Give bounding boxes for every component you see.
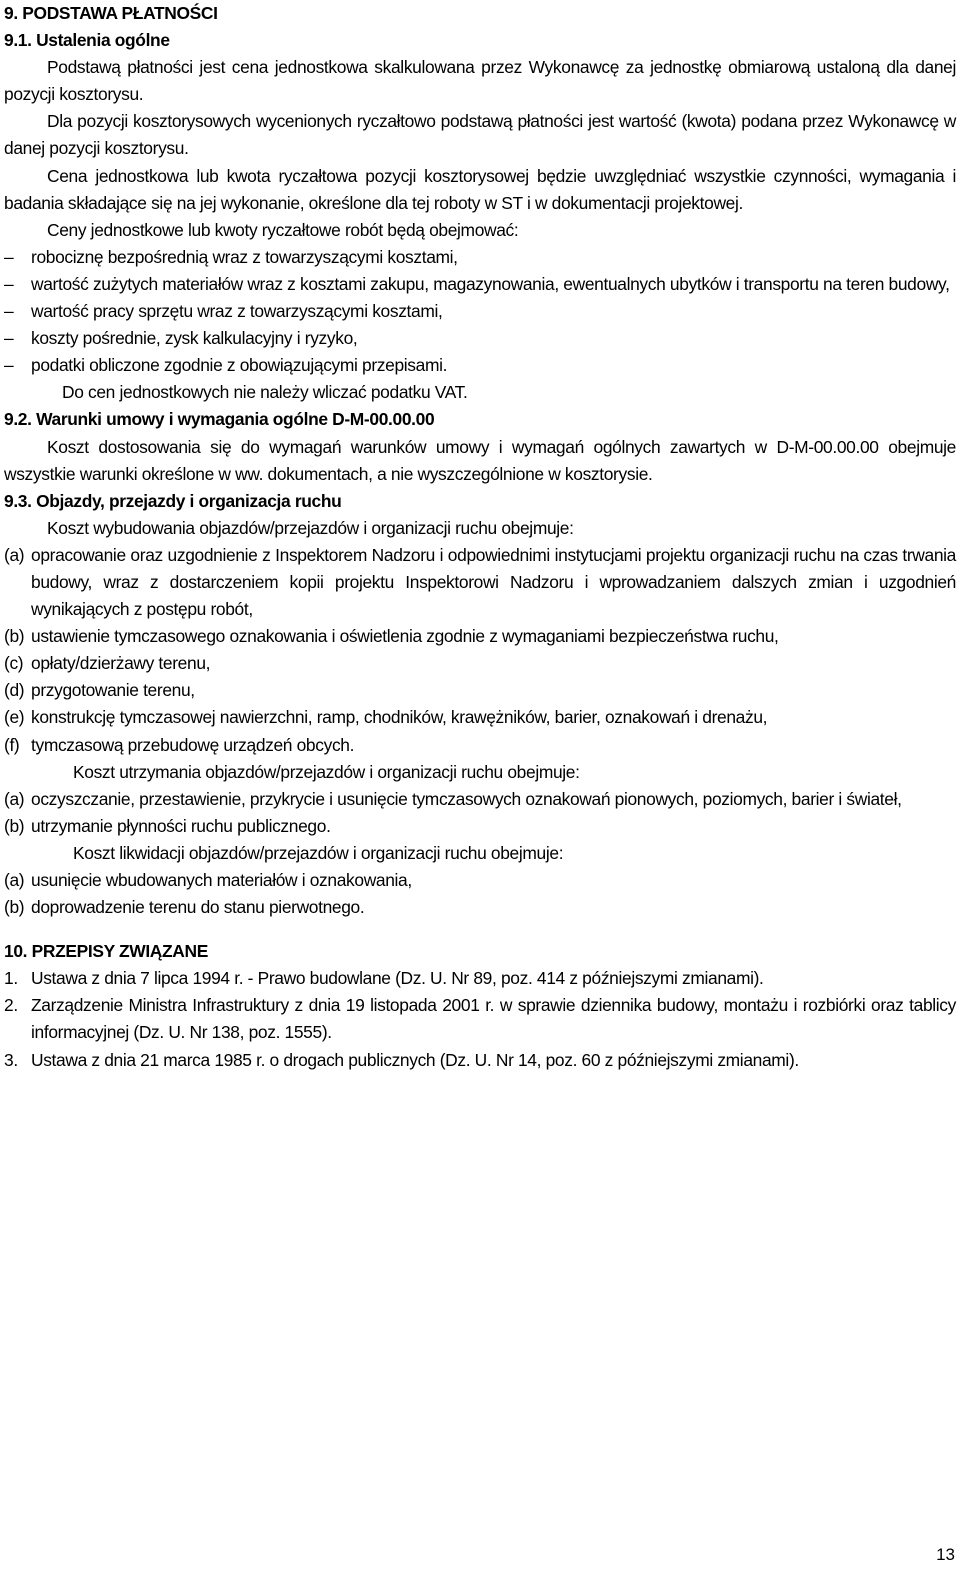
maintenance-list (4, 786, 956, 840)
document-page (4, 0, 956, 1074)
paragraph-maintenance-intro: Koszt utrzymania objazdów/przejazdów i organizacji ruchu obejmuje: (73, 761, 580, 782)
section-10-heading: 10. PRZEPISY ZWIĄZANE (4, 941, 208, 962)
page-number: 13 (936, 1545, 955, 1564)
paragraph-lump-sum: Dla pozycji kosztorysowych wycenionych ryczałtowo podstawą płatności jest wartość (kwota) podana przez Wykonawcę w danej pozycji kosztorysu. (4, 111, 956, 159)
list-item: (a) opracowanie oraz uzgodnienie z Inspektorem Nadzoru i odpowiednimi instytucjami projektu organizacji ruchu na czas trwania budowy, wraz z dostarczeniem kopii projektu Inspektorowi Nadzoru i wprowadzaniem dalszych zmian i uzgodnień wynikających z postępu robót, (4, 544, 956, 620)
list-item: 1. Ustawa z dnia 7 lipca 1994 r. - Prawo budowlane (Dz. U. Nr 89, poz. 414 z późniejszymi zmianami). (4, 968, 764, 989)
paragraph-contract-cost: Koszt dostosowania się do wymagań warunków umowy i wymagań ogólnych zawartych w D-M-00.00.00 obejmuje wszystkie warunki określone w ww. dokumentach, a nie wyszczególnione w kosztorysie. (4, 436, 956, 484)
dash-marker: – (4, 246, 14, 267)
paragraph-build-intro: Koszt wybudowania objazdów/przejazdów i organizacji ruchu obejmuje: (47, 517, 574, 538)
section-9-2-heading: 9.2. Warunki umowy i wymagania ogólne D-M-00.00.00 (4, 409, 435, 430)
list-item: – podatki obliczone zgodnie z obowiązującymi przepisami. (4, 352, 956, 379)
list-item: – koszty pośrednie, zysk kalkulacyjny i ryzyko, (4, 325, 956, 352)
section-9-1-heading: 9.1. Ustalenia ogólne (4, 30, 170, 51)
list-item: – wartość pracy sprzętu wraz z towarzyszącymi kosztami, (4, 298, 956, 325)
section-spacer (4, 921, 956, 938)
regulations-list (4, 965, 956, 1073)
liquidation-list (4, 867, 956, 921)
build-list (4, 542, 956, 759)
paragraph-basis: Podstawą płatności jest cena jednostkowa skalkulowana przez Wykonawcę za jednostkę obmiarową ustaloną dla danej pozycji kosztorysu. (4, 57, 956, 105)
dash-marker: – (4, 301, 14, 322)
list-item: (a) usunięcie wbudowanych materiałów i oznakowania, (4, 870, 412, 890)
list-item: – wartość zużytych materiałów wraz z kosztami zakupu, magazynowania, ewentualnych ubytków i transportu na teren budowy, (4, 271, 956, 298)
dash-marker: – (4, 328, 14, 349)
list-item: (b) utrzymanie płynności ruchu publicznego. (4, 815, 331, 836)
list-item: (b) ustawienie tymczasowego oznakowania i oświetlenia zgodnie z wymaganiami bezpieczeństwa ruchu, (4, 626, 779, 647)
list-item: 3. Ustawa z dnia 21 marca 1985 r. o drogach publicznych (Dz. U. Nr 14, poz. 60 z późniejszymi zmianami). (4, 1049, 799, 1070)
dash-marker: – (4, 355, 14, 376)
list-item: (b) doprowadzenie terenu do stanu pierwotnego. (4, 897, 365, 918)
list-item: (a) oczyszczanie, przestawienie, przykrycie i usunięcie tymczasowych oznakowań pionowych, poziomych, barier i świateł, (4, 788, 902, 809)
list-item: 2. Zarządzenie Ministra Infrastruktury z dnia 19 listopada 2001 r. w sprawie dziennika budowy, montażu i rozbiórki oraz tablicy informacyjnej (Dz. U. Nr 138, poz. 1555). (4, 995, 956, 1043)
list-item: (e) konstrukcję tymczasowej nawierzchni, ramp, chodników, krawężników, barier, oznakowań i drenażu, (4, 707, 768, 728)
paragraph-vat: Do cen jednostkowych nie należy wliczać podatku VAT. (62, 382, 468, 403)
list-item: (d) przygotowanie terenu, (4, 680, 195, 701)
paragraph-unit-price: Cena jednostkowa lub kwota ryczałtowa pozycji kosztorysowej będzie uwzględniać wszystkie czynności, wymagania i badania składające się na jej wykonanie, określone dla tej roboty w ST i w dokumentacji projektowej. (4, 165, 956, 213)
list-item: (c) opłaty/dzierżawy terenu, (4, 653, 211, 674)
dash-marker: – (4, 273, 14, 294)
dash-list (4, 244, 956, 379)
paragraph-liquidation-intro: Koszt likwidacji objazdów/przejazdów i organizacji ruchu obejmuje: (73, 842, 564, 863)
paragraph-prices-include: Ceny jednostkowe lub kwoty ryczałtowe robót będą obejmować: (47, 219, 519, 240)
list-item: (f) tymczasową przebudowę urządzeń obcych. (4, 734, 355, 755)
section-9-heading: 9. PODSTAWA PŁATNOŚCI (4, 3, 218, 23)
section-9-3-heading: 9.3. Objazdy, przejazdy i organizacja ruchu (4, 490, 342, 511)
list-item: – robociznę bezpośrednią wraz z towarzyszącymi kosztami, (4, 244, 956, 271)
